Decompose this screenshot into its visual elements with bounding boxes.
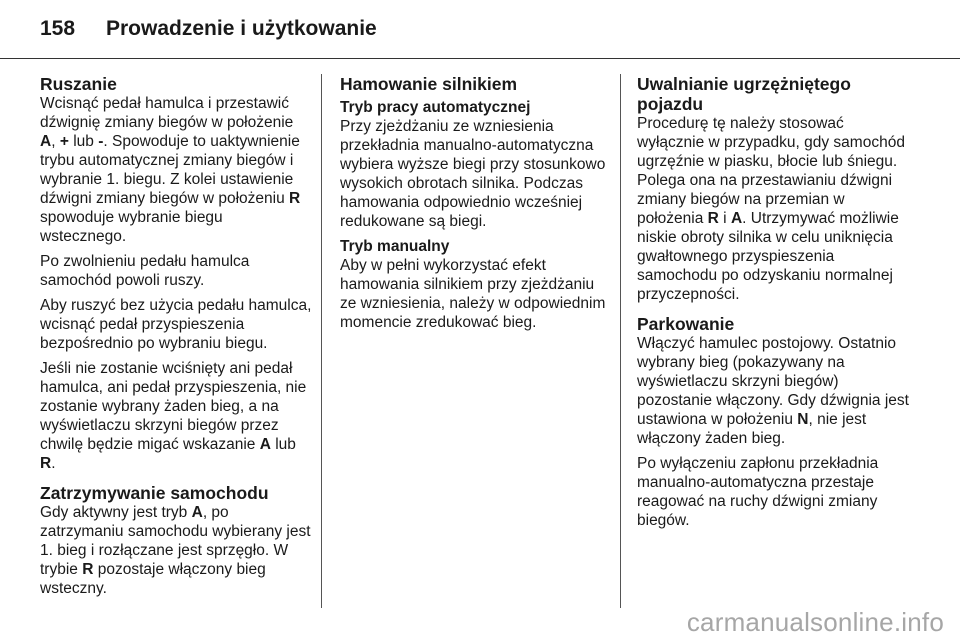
paragraph: Po wyłączeniu zapłonu przekładnia manualno-automatyczna przestaje reagować na ruchy dźwigni zmiany biegów. (637, 455, 879, 529)
text: lub (68, 133, 99, 150)
column-divider-1 (321, 74, 322, 608)
subsection-auto (340, 98, 612, 231)
position-label: A (40, 133, 52, 150)
section-heading: Ruszanie (40, 74, 117, 94)
text: , (51, 133, 60, 150)
section-uwalnianie (637, 74, 912, 304)
position-label: A (191, 504, 203, 521)
text: , po zatrzymaniu samochodu wybierany jest 1. bieg i rozłączane jest sprzęgło. W trybie (40, 504, 311, 578)
text: . (51, 455, 56, 472)
text: Procedurę tę należy stosować wyłącznie w przypadku, gdy samochód ugrzęźnie w piasku, błocie lub śniegu. Polega ona na przestawianiu dźwigni zmiany biegów na przemian w położenia (637, 115, 905, 227)
subsection-heading: Tryb pracy automatycznej (340, 99, 531, 116)
text: . Spowoduje to uaktywnienie trybu automatycznej zmiany biegów i wybranie 1. biegu. Z kolei ustawienie dźwigni zmiany biegów w położeniu (40, 133, 300, 207)
section-ruszanie (40, 74, 312, 473)
text: . Utrzymywać możliwie niskie obroty silnika w celu uniknięcia gwałtownego przyspieszenia samochodu po odzyskaniu normalnej przyczepności. (637, 210, 899, 303)
section-heading: Uwalnianie ugrzężniętego pojazdu (637, 74, 851, 114)
text: Wcisnąć pedał hamulca i przestawić dźwignię zmiany biegów w położenie (40, 95, 294, 131)
text: spowoduje wybranie biegu wstecznego. (40, 209, 223, 245)
position-label: R (289, 190, 301, 207)
column-3 (637, 74, 912, 540)
page-title: Prowadzenie i użytkowanie (106, 17, 377, 40)
paragraph: Przy zjeżdżaniu ze wzniesienia przekładnia manualno-automatyczna wybiera wyższe biegi przy stosunkowo wysokich obrotach silnika. Podczas hamowania odpowiednio wcześniej redukowane są biegi. (340, 118, 606, 230)
position-label: R (40, 455, 52, 472)
position-label: + (59, 133, 69, 150)
subsection-heading: Tryb manualny (340, 238, 450, 255)
text: pozostaje włączony bieg wsteczny. (40, 561, 266, 597)
page-header (40, 16, 377, 42)
paragraph: Aby w pełni wykorzystać efekt hamowania silnikiem przy zjeżdżaniu ze wzniesienia, należy w odpowiednim momencie zredukować bieg. (340, 257, 606, 331)
position-label: R (707, 210, 719, 227)
section-parkowanie (637, 314, 912, 530)
column-1 (40, 74, 312, 608)
position-label: - (98, 133, 104, 150)
watermark: carmanualsonline.info (686, 607, 944, 637)
section-heading: Hamowanie silnikiem (340, 74, 518, 94)
paragraph (40, 503, 312, 598)
text: , nie jest włączony żaden bieg. (637, 411, 867, 447)
paragraph (637, 114, 912, 304)
paragraph: Aby ruszyć bez użycia pedału hamulca, wcisnąć pedał przyspieszenia bezpośrednio po wybraniu biegu. (40, 297, 312, 352)
text: Gdy aktywny jest tryb (40, 504, 192, 521)
paragraph (637, 334, 912, 448)
column-2 (340, 74, 612, 338)
position-label: R (82, 561, 94, 578)
position-label: A (259, 436, 271, 453)
text: Jeśli nie zostanie wciśnięty ani pedał hamulca, ani pedał przyspieszenia, nie zostanie wybrany żaden bieg, a na wyświetlaczu skrzyni biegów przez chwilę będzie migać wskazanie (40, 360, 307, 453)
subsection-manual (340, 237, 612, 332)
position-label: N (797, 411, 809, 428)
text: Włączyć hamulec postojowy. Ostatnio wybrany bieg (pokazywany na wyświetlaczu skrzyni biegów) pozostanie włączony. Gdy dźwignia jest ustawiona w położeniu (637, 335, 909, 428)
text: i (718, 210, 731, 227)
section-heading: Zatrzymywanie samochodu (40, 483, 269, 503)
paragraph (40, 359, 312, 473)
section-heading: Parkowanie (637, 314, 735, 334)
section-zatrzymywanie (40, 483, 312, 598)
paragraph (40, 94, 312, 246)
position-label: A (730, 210, 743, 227)
header-rule (0, 58, 960, 59)
text: lub (270, 436, 296, 453)
paragraph: Po zwolnieniu pedału hamulca samochód powoli ruszy. (40, 253, 250, 289)
column-divider-2 (620, 74, 621, 608)
page-number: 158 (40, 17, 76, 40)
